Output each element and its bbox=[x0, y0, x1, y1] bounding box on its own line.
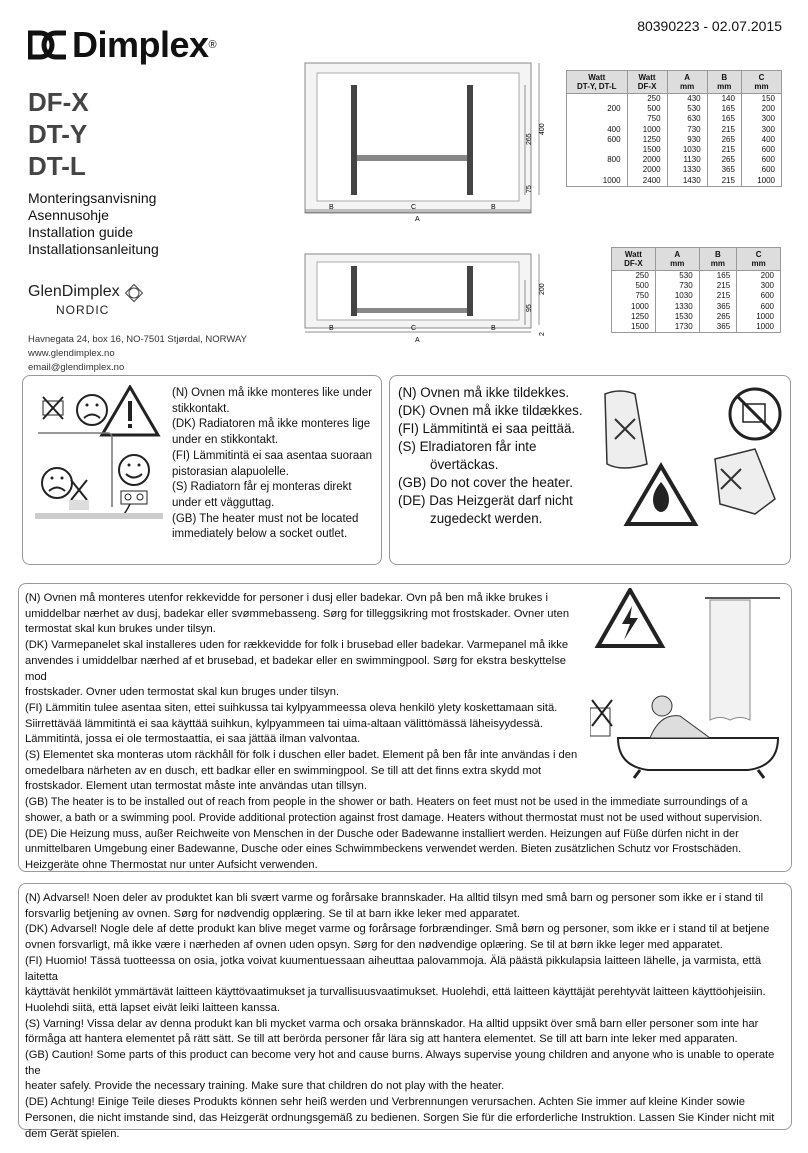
dim-low: 2 bbox=[539, 332, 546, 336]
table-header-row bbox=[567, 71, 782, 94]
table-cell bbox=[567, 94, 628, 105]
caution-line: förmåga att hantera elementet på rätt sätt. Se till att berörda personer får lära sig att hantera elementet. Se till att barn inte leker med apparaten. bbox=[25, 1033, 738, 1046]
guide-title: Installationsanleitung bbox=[28, 241, 159, 257]
table-cell: 750 bbox=[627, 114, 667, 124]
column-header: Watt DT-Y, DT-L bbox=[567, 71, 628, 94]
warning-line: (N) Ovnen må ikke tildekkes. bbox=[398, 385, 570, 400]
table-row bbox=[567, 114, 782, 124]
table-cell: 215 bbox=[699, 291, 737, 301]
table-row bbox=[612, 312, 781, 322]
table-cell: 1000 bbox=[741, 176, 781, 187]
table-cell: 1500 bbox=[627, 145, 667, 155]
warning-line: anvendes i umiddelbar nærhed af et brusebad, et badekar eller en swimmingpool. Sørg for ekstra beskyttelse mod bbox=[25, 654, 567, 683]
guide-titles bbox=[28, 190, 159, 258]
table-cell: 1250 bbox=[627, 135, 667, 145]
dim-mid: 95 bbox=[526, 304, 533, 312]
table-cell: 600 bbox=[741, 155, 781, 165]
caution-line: (DE) Achtung! Einige Teile dieses Produkts können sehr heiß werden und Verbrennungen verursachen. Achten Sie immer auf kleine Kinder sowie bbox=[25, 1096, 745, 1109]
table-cell: 140 bbox=[707, 94, 741, 105]
table-cell: 400 bbox=[567, 125, 628, 135]
warning-line: (S) Elementet ska monteras utom räckhåll för folk i duschen eller badet. Element på ben får inte användas i den bbox=[25, 749, 578, 762]
dimplex-mark-icon bbox=[28, 30, 68, 60]
table-cell: 730 bbox=[655, 281, 699, 291]
table-cell: 265 bbox=[707, 135, 741, 145]
mounting-diagram-2 bbox=[295, 250, 565, 345]
dimensions-table-1 bbox=[566, 70, 782, 187]
warning-line: termostat skal kun brukes under tilsyn. bbox=[25, 623, 216, 636]
table-cell: 930 bbox=[667, 135, 707, 145]
table-cell: 600 bbox=[567, 135, 628, 145]
table-row bbox=[612, 271, 781, 282]
caution-line: ovnen forsvarligt, må ikke være i nærheden af ovnen uden opsyn. Sørg for den nødvendige oplæring. Se til at børn ikke leger med apparatet. bbox=[25, 939, 723, 952]
table-cell: 200 bbox=[737, 271, 781, 282]
bath-illustration bbox=[590, 588, 786, 780]
warning-line: (N) Ovnen må monteres utenfor rekkevidde for personer i dusj eller badekar. Ovn på ben må ikke brukes i bbox=[25, 592, 548, 604]
table-cell bbox=[567, 145, 628, 155]
table-cell: 165 bbox=[707, 114, 741, 124]
table-cell: 1130 bbox=[667, 155, 707, 165]
table-cell: 600 bbox=[737, 302, 781, 312]
warning-line: (FI) Lämmitintä ei saa peittää. bbox=[398, 421, 576, 436]
table-cell: 1530 bbox=[655, 312, 699, 322]
table-cell: 365 bbox=[707, 165, 741, 175]
column-header: Watt DF-X bbox=[612, 248, 656, 271]
company-name: GlenDimplex bbox=[28, 283, 120, 300]
table-row bbox=[567, 135, 782, 145]
caution-line: heater safely. Provide the necessary training. Make sure that children do not play with the heater. bbox=[25, 1080, 505, 1093]
warning-line: unmittelbaren Umgebung einer Badewanne, Dusche oder eines Schwimmbeckens verwendet werden. Bieten zusätzlichen Schutz vor Frostschäden. bbox=[25, 843, 742, 856]
table-cell: 1330 bbox=[667, 165, 707, 175]
table-cell: 800 bbox=[567, 155, 628, 165]
caution-line: forsvarlig betjening av ovnen. Sørg for nødvendig opplæring. Se til at barn ikke leker med apparatet. bbox=[25, 907, 521, 920]
knot-icon bbox=[124, 283, 144, 303]
table-row bbox=[567, 94, 782, 105]
column-header: Watt DF-X bbox=[627, 71, 667, 94]
table-cell: 2400 bbox=[627, 176, 667, 187]
warning-line: Lämmitintä, jossa ei ole termostaattia, ei saa jättää ilman valvontaa. bbox=[25, 733, 361, 746]
table-cell: 265 bbox=[707, 155, 741, 165]
table-cell: 500 bbox=[612, 281, 656, 291]
email-link[interactable]: email@glendimplex.no bbox=[28, 362, 125, 373]
guide-title: Monteringsanvisning bbox=[28, 190, 157, 206]
table-cell: 150 bbox=[741, 94, 781, 105]
table-cell: 200 bbox=[741, 104, 781, 114]
address-line: Havnegata 24, box 16, NO-7501 Stjørdal, NORWAY bbox=[28, 334, 247, 345]
cloth-icon bbox=[715, 449, 775, 514]
dimensions-table-2 bbox=[611, 247, 781, 333]
warning-line: (FI) Lämmitin tulee asentaa siten, ettei suihkussa tai kylpyammeessa oleva henkilö ylety koskettamaan sitä. bbox=[25, 701, 558, 714]
warning-line: (S) Radiatorn får ej monteras direkt under ett vägguttag. bbox=[172, 481, 352, 509]
warning-line: (GB) The heater must not be located immediately below a socket outlet. bbox=[172, 512, 359, 541]
glendimplex-logo bbox=[28, 283, 144, 317]
warning-line: (DK) Ovnen må ikke tildækkes. bbox=[398, 403, 583, 418]
dim-height: 200 bbox=[539, 283, 546, 295]
caution-line: (S) Varning! Vissa delar av denna produkt kan bli mycket varma och orsaka brännskador. Ha alltid uppsikt över små barn eller personer som inte har bbox=[25, 1017, 759, 1030]
table-cell: 430 bbox=[667, 94, 707, 105]
model-name: DT-L bbox=[28, 151, 86, 181]
bath-warning-text bbox=[25, 591, 763, 874]
table-row bbox=[612, 281, 781, 291]
mounting-diagram-1 bbox=[295, 55, 565, 225]
table-row bbox=[612, 322, 781, 333]
dimplex-logo bbox=[28, 24, 216, 66]
table-row bbox=[567, 104, 782, 114]
table-cell: 1000 bbox=[567, 176, 628, 187]
website-link[interactable]: www.glendimplex.no bbox=[28, 348, 115, 359]
table-cell: 365 bbox=[699, 302, 737, 312]
column-header: C mm bbox=[737, 248, 781, 271]
column-header: B mm bbox=[699, 248, 737, 271]
dim-height: 400 bbox=[539, 123, 546, 135]
column-header: A mm bbox=[655, 248, 699, 271]
table-cell: 1730 bbox=[655, 322, 699, 333]
table-cell: 365 bbox=[699, 322, 737, 333]
cover-warning-text bbox=[398, 384, 598, 528]
caution-line: (DK) Advarsel! Nogle dele af dette produkt kan blive meget varme og forårsage forbrændinger. Små børn og personer, som ikke er i stand til at betjene bbox=[25, 923, 770, 936]
warning-line: (N) Ovnen må ikke monteres like under stikkontakt. bbox=[172, 387, 373, 415]
warning-line: shower, a bath or a swimming pool. Provide additional protection against frost damage. Heaters without thermostat must not be used without supervision. bbox=[25, 811, 763, 824]
caution-text bbox=[25, 891, 785, 1142]
socket-warning-text bbox=[172, 386, 377, 543]
column-header: B mm bbox=[707, 71, 741, 94]
model-list bbox=[28, 86, 89, 182]
caution-line: (N) Advarsel! Noen deler av produktet kan bli svært varme og forårsake brannskader. Ha alltid tilsyn med små barn og personer som ikke er i stand til bbox=[25, 892, 764, 904]
dim-b-right: B bbox=[491, 204, 496, 211]
table-cell: 400 bbox=[741, 135, 781, 145]
warning-line: övertäckas. bbox=[430, 457, 499, 472]
caution-line: käyttävät henkilöt ymmärtävät laitteen käyttövaatimukset ja turvallisuusvaatimukset. Huolehdi, että laitteen käyttäjät perehtyvät laitteen käyttöohjeisiin. bbox=[25, 986, 766, 999]
table-cell: 1430 bbox=[667, 176, 707, 187]
sad-face-icon bbox=[77, 395, 107, 425]
table-cell: 1030 bbox=[667, 145, 707, 155]
table-cell: 600 bbox=[741, 165, 781, 175]
warning-line: (DE) Das Heizgerät darf nicht bbox=[398, 493, 573, 508]
table-cell: 215 bbox=[707, 176, 741, 187]
table-row bbox=[567, 176, 782, 187]
dim-a: A bbox=[415, 216, 420, 223]
column-header: A mm bbox=[667, 71, 707, 94]
table-cell: 215 bbox=[699, 281, 737, 291]
model-name: DF-X bbox=[28, 87, 89, 117]
table-cell: 500 bbox=[627, 104, 667, 114]
brand-name: Dimplex bbox=[72, 24, 209, 65]
caution-line: Huolehdi siitä, että lapset eivät leiki laitteen kanssa. bbox=[25, 1001, 280, 1014]
caution-line: dem Gerät spielen. bbox=[25, 1127, 120, 1140]
table-cell: 2000 bbox=[627, 165, 667, 175]
reg-mark: ® bbox=[208, 39, 217, 51]
table-cell: 750 bbox=[612, 291, 656, 301]
warning-line: (S) Elradiatoren får inte bbox=[398, 439, 537, 454]
warning-line: Heizgeräte ohne Thermostat nur unter Aufsicht verwenden. bbox=[25, 858, 318, 871]
heater-icon bbox=[590, 708, 610, 736]
table-cell: 1500 bbox=[612, 322, 656, 333]
warning-line: (GB) Do not cover the heater. bbox=[398, 475, 573, 490]
table-cell: 250 bbox=[627, 94, 667, 105]
table-cell bbox=[567, 165, 628, 175]
document-number: 80390223 - 02.07.2015 bbox=[637, 18, 782, 34]
table-cell: 250 bbox=[612, 271, 656, 282]
happy-face-icon bbox=[119, 455, 149, 485]
caution-line: Personen, die nicht imstande sind, das Heizgerät ordnungsgemäß zu bedienen. Sorgen Sie für die erforderliche Instruktion. Lassen Sie Kinder nicht mit bbox=[25, 1111, 775, 1124]
warning-line: frostskador. Element utan termostat måste inte användas utan tillsyn. bbox=[25, 780, 368, 793]
warning-line: (FI) Lämmitintä ei saa asentaa suoraan pistorasian alapuolelle. bbox=[172, 449, 373, 478]
table-cell: 300 bbox=[737, 281, 781, 291]
warning-line: zugedeckt werden. bbox=[430, 511, 543, 526]
table-cell: 1000 bbox=[737, 322, 781, 333]
dim-low: 75 bbox=[526, 185, 533, 193]
guide-title: Installation guide bbox=[28, 224, 134, 240]
table-cell: 600 bbox=[741, 145, 781, 155]
table-cell: 165 bbox=[707, 104, 741, 114]
table-row bbox=[612, 291, 781, 301]
warning-line: (DK) Radiatoren må ikke monteres lige under en stikkontakt. bbox=[172, 418, 371, 447]
dim-c: C bbox=[411, 204, 417, 211]
model-name: DT-Y bbox=[28, 119, 88, 149]
dim-a: A bbox=[415, 337, 420, 344]
company-address bbox=[28, 333, 247, 375]
warning-line: (DE) Die Heizung muss, außer Reichweite von Menschen in der Dusche oder Badewanne installiert werden. Heizungen auf Füße dürfen nicht in der bbox=[25, 827, 739, 840]
table-cell: 530 bbox=[655, 271, 699, 282]
shower-curtain-icon bbox=[710, 600, 750, 720]
table-cell: 215 bbox=[707, 125, 741, 135]
table-cell: 630 bbox=[667, 114, 707, 124]
dim-b-left: B bbox=[329, 325, 334, 332]
socket-illustration bbox=[35, 385, 165, 555]
table-cell: 300 bbox=[741, 125, 781, 135]
dim-mid: 265 bbox=[526, 133, 533, 145]
dim-c: C bbox=[411, 325, 417, 332]
table-cell: 165 bbox=[699, 271, 737, 282]
warning-line: (DK) Varmepanelet skal installeres uden for rækkevidde for folk i brusebad eller badekar. Varmepanel må ikke bbox=[25, 639, 569, 652]
warning-line: frostskader. Ovner uden termostat skal kun bruges under tilsyn. bbox=[25, 686, 340, 699]
table-row bbox=[567, 125, 782, 135]
table-cell: 1250 bbox=[612, 312, 656, 322]
guide-title: Asennusohje bbox=[28, 207, 109, 223]
table-header-row bbox=[612, 248, 781, 271]
table-cell: 1030 bbox=[655, 291, 699, 301]
sad-face-icon bbox=[42, 468, 72, 498]
table-cell: 530 bbox=[667, 104, 707, 114]
bathtub-icon bbox=[618, 738, 778, 770]
person-icon bbox=[652, 696, 672, 716]
warning-line: umiddelbar nærhet av dusj, badekar eller svømmebasseng. Sørg for tilleggsikring mot frostskader. Ovner uten bbox=[25, 607, 570, 620]
table-row bbox=[567, 165, 782, 175]
table-row bbox=[567, 145, 782, 155]
table-row bbox=[612, 302, 781, 312]
cover-illustration bbox=[595, 384, 783, 556]
table-cell: 1000 bbox=[737, 312, 781, 322]
table-cell: 200 bbox=[567, 104, 628, 114]
table-cell bbox=[567, 114, 628, 124]
warning-line: Siirrettävää lämmitintä ei saa käyttää suihkun, kylpyammeen tai uima-altaan välittömässä läheisyydessä. bbox=[25, 717, 543, 730]
warning-line: (GB) The heater is to be installed out of reach from people in the shower or bath. Heaters on feet must not be used in the immediate surroundings of a bbox=[25, 796, 748, 809]
table-cell: 730 bbox=[667, 125, 707, 135]
table-cell: 215 bbox=[707, 145, 741, 155]
table-cell: 600 bbox=[737, 291, 781, 301]
caution-line: (FI) Huomio! Tässä tuotteessa on osia, jotka voivat kuumentuessaan aiheuttaa palovammoja. Älä päästä pikkulapsia laitteen lähelle, ja varmista, että laitetta bbox=[25, 954, 762, 983]
caution-line: (GB) Caution! Some parts of this product can become very hot and cause burns. Always supervise young children and anyone who is unable to operate the bbox=[25, 1049, 775, 1077]
table-cell: 1000 bbox=[612, 302, 656, 312]
table-cell: 2000 bbox=[627, 155, 667, 165]
company-sub: NORDIC bbox=[56, 303, 110, 317]
table-cell: 1000 bbox=[627, 125, 667, 135]
column-header: C mm bbox=[741, 71, 781, 94]
table-cell: 1330 bbox=[655, 302, 699, 312]
table-cell: 300 bbox=[741, 114, 781, 124]
dim-b-left: B bbox=[329, 204, 334, 211]
table-row bbox=[567, 155, 782, 165]
warning-line: omedelbara närheten av en dusch, ett badkar eller en swimmingpool. Se till att det finns extra skydd mot bbox=[25, 764, 542, 777]
table-cell: 265 bbox=[699, 312, 737, 322]
dim-b-right: B bbox=[491, 325, 496, 332]
